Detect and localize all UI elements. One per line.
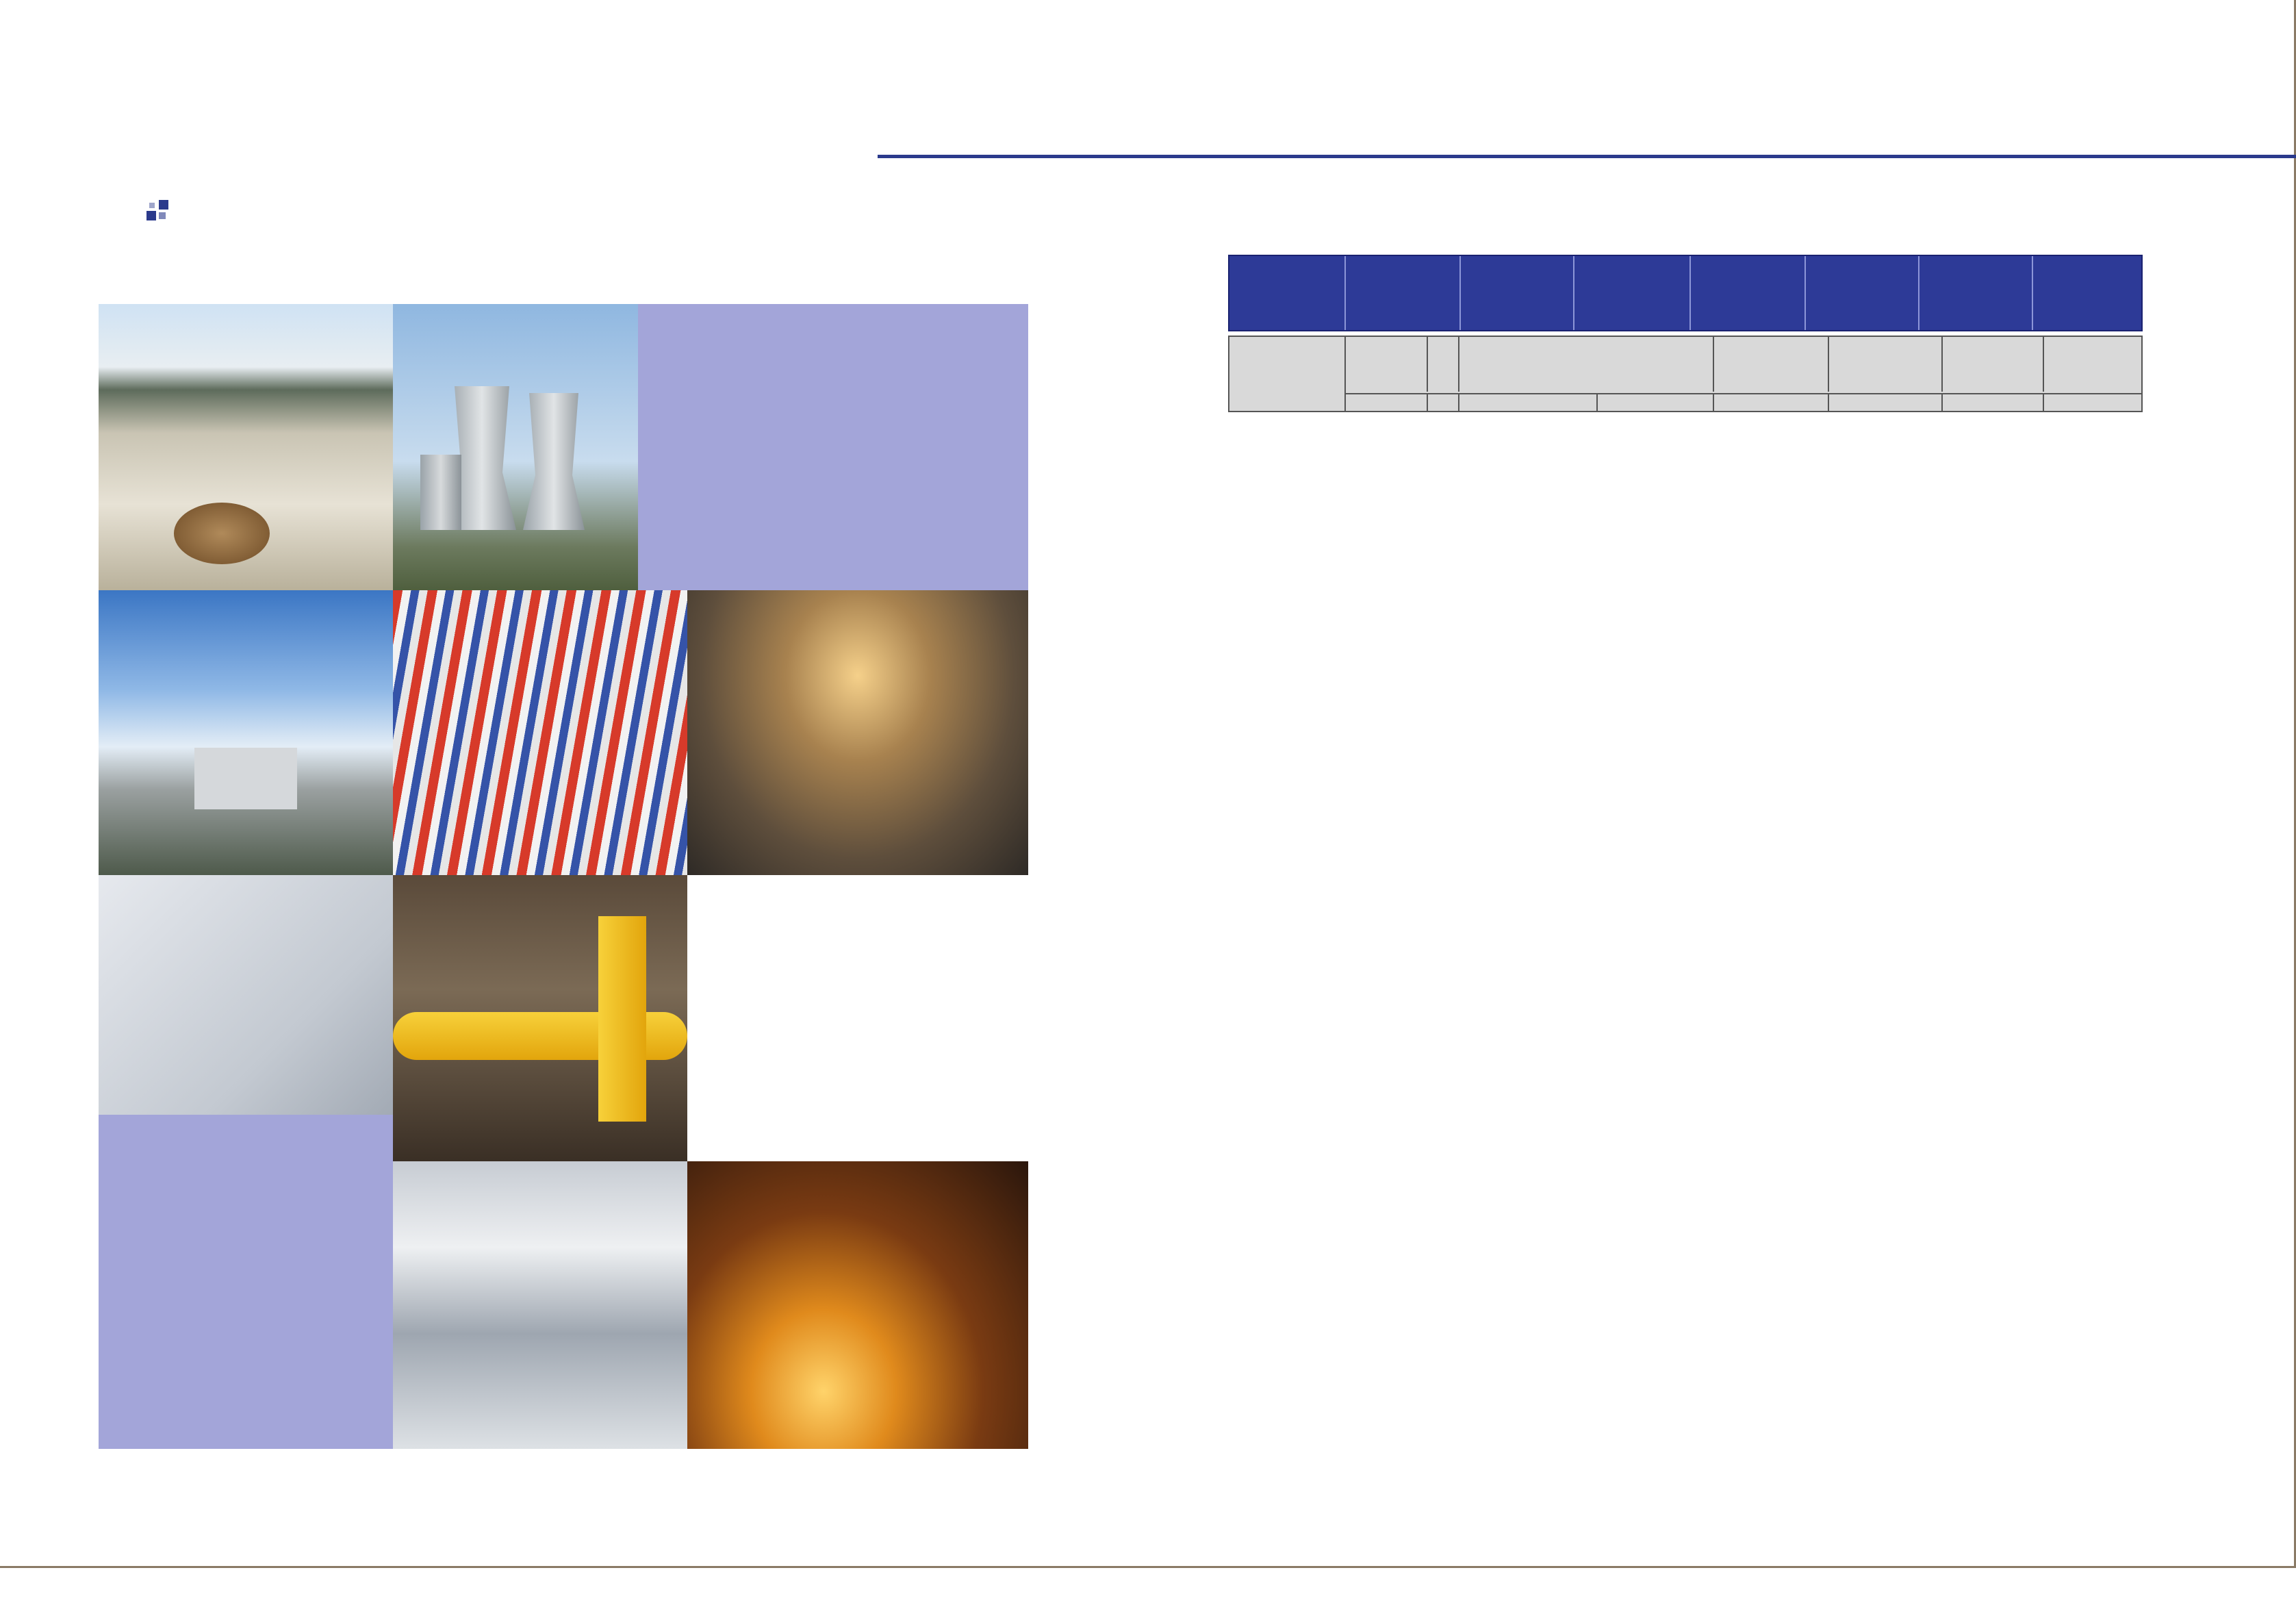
unit-blank-type <box>1428 393 1459 411</box>
application-area-list <box>687 875 1028 1161</box>
bullet-squares-icon <box>146 200 170 223</box>
industries-list <box>685 304 917 590</box>
intake-pressure-value <box>1574 256 1691 330</box>
unit-bar <box>2044 393 2141 411</box>
type-header <box>1428 337 1459 392</box>
photo-pharmaceutical-line <box>393 1161 687 1449</box>
unit-kw <box>1714 393 1829 411</box>
photo-chemical-plant <box>99 590 393 875</box>
unit-blank <box>1346 393 1428 411</box>
injection-pressure-header <box>2044 337 2141 392</box>
lavender-panel-bottom <box>99 1161 393 1449</box>
intake-pressure-header <box>1461 256 1574 330</box>
motor-speed-header <box>1346 337 1428 392</box>
photo-thermal-power-plant <box>393 304 638 590</box>
main-motor-model-header <box>1229 256 1346 330</box>
photo-gas-pipeline <box>393 875 687 1161</box>
injection-temp-header <box>1943 337 2044 392</box>
spec-header-main <box>1228 255 2143 331</box>
intake-air-temp-header <box>1691 256 1806 330</box>
spec-header-columns <box>1228 336 2143 412</box>
atm-humidity-header <box>1919 256 2033 330</box>
photo-grid <box>99 304 1028 1449</box>
unit-m3h <box>1459 393 1598 411</box>
photo-pneumatic-conveying <box>99 875 393 1161</box>
intake-air-temp-value <box>1806 256 1919 330</box>
exhaust-air-temp-header <box>1829 337 1943 392</box>
atm-humidity-value <box>2033 256 2141 330</box>
unit-celsius-injection <box>1943 393 2044 411</box>
title-rule <box>878 155 2296 158</box>
photo-textile-machinery <box>393 590 687 875</box>
airend-type-header <box>1346 256 1461 330</box>
exhaust-pressure-header <box>1229 337 1346 411</box>
displacement-header <box>1459 337 1714 392</box>
unit-celsius-exhaust <box>1829 393 1943 411</box>
photo-steel-furnace <box>687 1161 1028 1449</box>
unit-m3min <box>1598 393 1714 411</box>
photo-sewage-treatment <box>99 304 393 590</box>
photo-steel-coil-warehouse <box>687 590 1028 875</box>
shaft-power-header <box>1714 337 1829 392</box>
